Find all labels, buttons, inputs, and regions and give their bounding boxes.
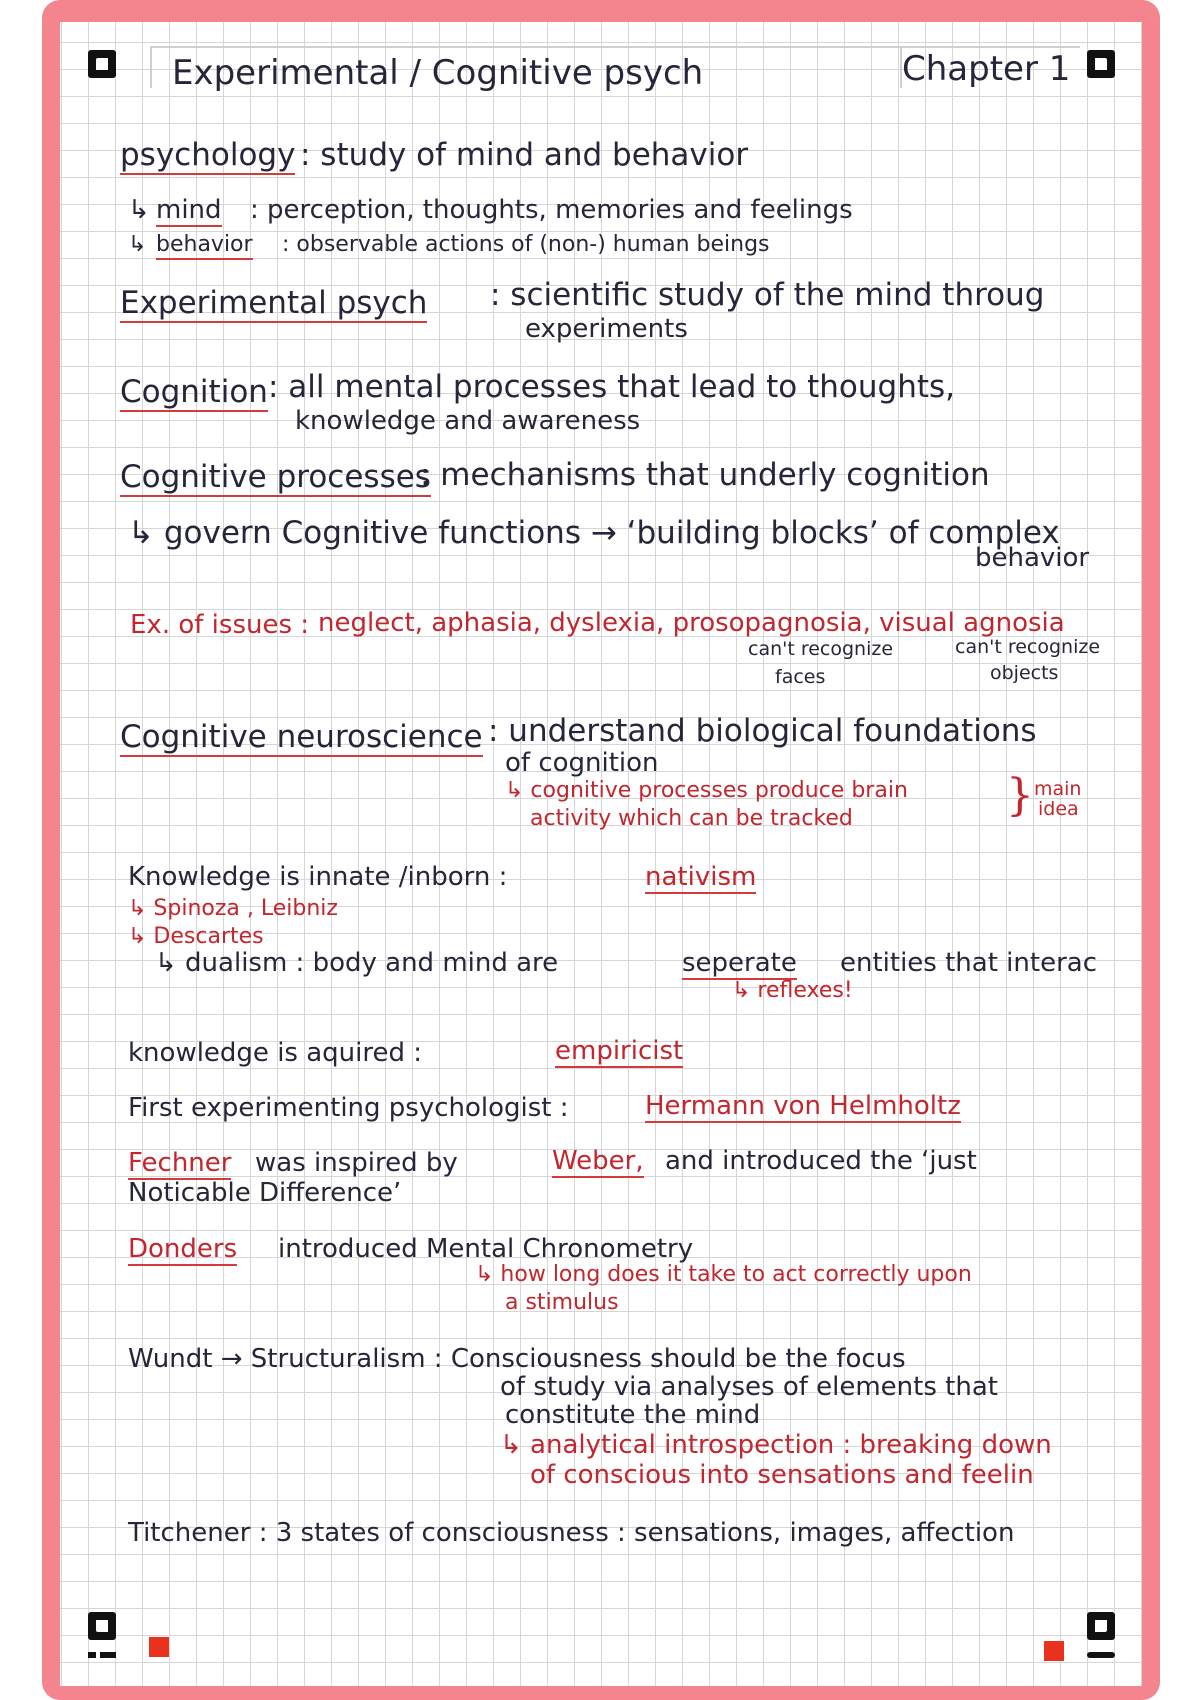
- term-cognitive-neuroscience: Cognitive neuroscience: [120, 719, 483, 755]
- agnosia-note: can't recognize: [955, 636, 1101, 658]
- corner-marker-bottom-right-icon: [1087, 1612, 1115, 1640]
- term-mind: mind: [156, 195, 222, 225]
- term-behavior: behavior: [156, 234, 253, 260]
- dualism-line: ↳ dualism : body and mind are: [155, 948, 559, 978]
- term-cognition: Cognition: [120, 374, 268, 410]
- main-idea-note: main: [1034, 778, 1082, 800]
- corner-marker-bottom-left-icon: [88, 1612, 116, 1640]
- donders-sub-point-cont: a stimulus: [505, 1290, 619, 1315]
- name-helmholtz: Hermann von Helmholtz: [645, 1091, 961, 1121]
- wundt-line-3: constitute the mind: [505, 1400, 761, 1430]
- name-donders: Donders: [128, 1234, 238, 1264]
- fechner-line-2: Noticable Difference’: [128, 1178, 402, 1208]
- main-idea-note-cont: idea: [1038, 798, 1079, 820]
- wundt-sub-point-cont: of conscious into sensations and feelin: [530, 1460, 1034, 1490]
- nativism-descartes: ↳ Descartes: [128, 924, 264, 949]
- reflexes-note: ↳ reflexes!: [732, 978, 853, 1003]
- term-psychology: psychology: [120, 137, 296, 173]
- definition-experimental-psych-cont: experiments: [525, 314, 688, 344]
- name-fechner: Fechner: [128, 1148, 232, 1178]
- govern-line-cont: behavior: [975, 543, 1090, 573]
- term-empiricist: empiricist: [555, 1036, 684, 1066]
- brace-icon: }: [1006, 770, 1034, 821]
- prosopagnosia-note: can't recognize: [748, 638, 894, 660]
- arrow-icon: ↳: [128, 232, 147, 257]
- definition-cognition: : all mental processes that lead to thoughts,: [268, 369, 956, 405]
- red-square-marker-icon: [149, 1637, 169, 1657]
- wundt-line: Wundt → Structuralism : Consciousness should be the focus: [128, 1344, 906, 1374]
- term-seperate: seperate: [682, 948, 797, 978]
- definition-psychology: : study of mind and behavior: [300, 137, 749, 173]
- govern-line: ↳ govern Cognitive functions → ‘building blocks’ of complex: [128, 515, 1060, 551]
- definition-cognitive-neuroscience: : understand biological foundations: [488, 713, 1037, 749]
- bottom-left-dash-icon: [88, 1652, 96, 1658]
- term-experimental-psych: Experimental psych: [120, 285, 428, 321]
- neuroscience-sub-point: ↳ cognitive processes produce brain: [505, 778, 908, 803]
- innate-line: Knowledge is innate /inborn :: [128, 862, 508, 892]
- issues-list: neglect, aphasia, dyslexia, prosopagnosia, visual agnosia: [318, 608, 1065, 638]
- term-cognitive-processes: Cognitive processes: [120, 459, 431, 495]
- bottom-right-dash-icon: [1087, 1652, 1115, 1658]
- wundt-line-2: of study via analyses of elements that: [500, 1372, 998, 1402]
- definition-experimental-psych: : scientific study of the mind throug: [490, 277, 1045, 313]
- definition-mind: : perception, thoughts, memories and feelings: [250, 195, 853, 225]
- red-square-marker-icon: [1044, 1641, 1064, 1661]
- page-title: Experimental / Cognitive psych: [172, 53, 704, 93]
- prosopagnosia-note-cont: faces: [775, 666, 826, 688]
- arrow-icon: ↳: [128, 195, 150, 225]
- acquired-line: knowledge is aquired :: [128, 1038, 423, 1068]
- dualism-line-end: entities that interac: [840, 948, 1097, 978]
- bottom-left-dash-icon: [100, 1652, 116, 1658]
- donders-sub-point: ↳ how long does it take to act correctly upon: [475, 1262, 972, 1287]
- corner-marker-top-right-icon: [1087, 50, 1115, 78]
- title-divider: [150, 48, 152, 88]
- chapter-label: Chapter 1: [902, 49, 1071, 89]
- nativism-spinoza: ↳ Spinoza , Leibniz: [128, 896, 338, 921]
- definition-behavior: : observable actions of (non-) human beings: [282, 232, 770, 257]
- corner-marker-top-left-icon: [88, 50, 116, 78]
- term-nativism: nativism: [645, 862, 757, 892]
- fechner-mid: was inspired by: [255, 1148, 458, 1178]
- neuroscience-sub-point-cont: activity which can be tracked: [530, 806, 853, 831]
- name-weber: Weber,: [552, 1146, 644, 1176]
- titchener-line: Titchener : 3 states of consciousness : sensations, images, affection: [128, 1518, 1015, 1548]
- definition-cognitive-processes: : mechanisms that underly cognition: [420, 457, 990, 493]
- definition-cognition-cont: knowledge and awareness: [295, 406, 641, 436]
- fechner-end: and introduced the ‘just: [665, 1146, 977, 1176]
- donders-definition: introduced Mental Chronometry: [278, 1234, 694, 1264]
- agnosia-note-cont: objects: [990, 662, 1059, 684]
- first-psychologist-line: First experimenting psychologist :: [128, 1093, 569, 1123]
- issues-label: Ex. of issues :: [130, 610, 310, 640]
- definition-cognitive-neuroscience-cont: of cognition: [505, 748, 659, 778]
- wundt-sub-point: ↳ analytical introspection : breaking down: [500, 1430, 1052, 1460]
